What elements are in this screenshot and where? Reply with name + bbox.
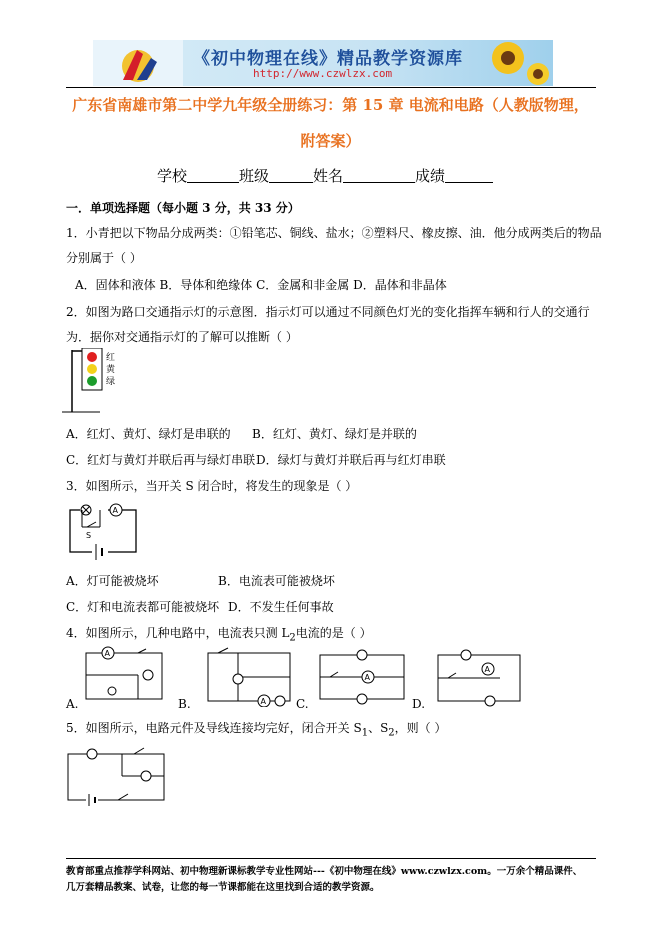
q5-circuit-figure <box>62 740 172 806</box>
q4-label-b: B. <box>178 697 191 711</box>
label-green: 绿 <box>106 377 116 387</box>
svg-text:A: A <box>260 697 266 706</box>
q3-option-d: D．不发生任何事故 <box>228 600 334 614</box>
q1-stem-line2: 分别属于（ ） <box>66 251 142 265</box>
footer-rule <box>66 858 596 859</box>
lamp-l2-icon <box>141 771 151 781</box>
q4-circuit-d <box>430 645 530 709</box>
footer-line1: 教育部重点推荐学科网站、初中物理新课标教学专业性网站---《初中物理在线》www.czwlzx.com。一万余个精品课件、 <box>66 866 583 877</box>
lamp-l1-icon <box>233 674 243 684</box>
name-blank[interactable] <box>343 168 415 183</box>
section-heading: 一．单项选择题（每小题 3 分，共 33 分） <box>66 201 300 215</box>
score-blank[interactable] <box>445 168 493 183</box>
q1-stem-line1: 1．小青把以下物品分成两类：①铅笔芯、铜线、盐水；②塑料尺、橡皮擦、油．他分成两类后的物品 <box>66 226 602 240</box>
switch-icon <box>448 673 456 678</box>
switch-icon <box>218 648 228 653</box>
q4-stem-tail: 电流的是（ ） <box>295 626 372 640</box>
lamp-l1-icon <box>87 749 97 759</box>
q5-subscript-2: 2 <box>388 727 395 739</box>
header-banner <box>93 40 553 86</box>
circuit-loop <box>70 510 136 552</box>
switch-icon <box>330 672 338 677</box>
traffic-light-figure <box>60 348 130 416</box>
student-info-fields <box>157 165 493 186</box>
q2-option-c: C．红灯与黄灯并联后再与绿灯串联 <box>66 453 256 467</box>
lamp-l2-icon <box>275 696 285 706</box>
q2-option-d: D．绿灯与黄灯并联后再与红灯串联 <box>256 453 446 467</box>
q3-option-b: B．电流表可能被烧坏 <box>218 574 335 588</box>
document-title-line2: 附答案） <box>300 132 361 150</box>
banner-url[interactable]: http://www.czwlzx.com <box>253 67 393 80</box>
q4-circuit-c <box>312 645 412 707</box>
lamp-l1-icon <box>357 650 367 660</box>
document-title-line1: 广东省南雄市第二中学九年级全册练习：第 15 章 电流和电路（人教版物理， <box>72 96 589 114</box>
q4-circuit-a <box>78 645 170 707</box>
lamp-l1-icon <box>461 650 471 660</box>
class-blank[interactable] <box>269 168 313 183</box>
footer-line2: 几万套精品教案、试卷，让您的每一节课都能在这里找到合适的教学资源。 <box>66 882 380 893</box>
svg-text:A: A <box>364 673 370 682</box>
q5-stem-tail: ，则（ ） <box>394 721 447 735</box>
q3-option-a: A．灯可能被烧坏 <box>66 574 159 588</box>
switch-s2-icon <box>134 748 144 754</box>
q2-stem-line1: 2．如图为路口交通指示灯的示意图．指示灯可以通过不同颜色灯光的变化指挥车辆和行人的交通行 <box>66 305 590 319</box>
name-label: 姓名 <box>313 167 344 185</box>
score-label: 成绩 <box>415 167 446 185</box>
q1-options: A．固体和液体 B．导体和绝缘体 C．金属和非金属 D．晶体和非晶体 <box>75 278 447 292</box>
switch-s1-icon <box>118 794 128 800</box>
switch-icon <box>138 649 146 653</box>
q2-option-a: A．红灯、黄灯、绿灯是串联的 <box>66 427 231 441</box>
class-label: 班级 <box>239 167 270 185</box>
label-red: 红 <box>106 353 116 363</box>
svg-text:A: A <box>104 649 110 658</box>
switch-label: S <box>86 531 92 540</box>
green-light-icon <box>87 376 97 386</box>
banner-title: 《初中物理在线》精品教学资源库 <box>193 49 463 69</box>
q4-label-a: A. <box>66 697 79 711</box>
school-label: 学校 <box>157 167 188 185</box>
q3-option-c: C．灯和电流表都可能被烧坏 <box>66 600 220 614</box>
q5-stem <box>66 719 447 738</box>
q4-label-d: D. <box>412 697 426 711</box>
q3-stem: 3．如图所示，当开关 S 闭合时，将发生的现象是（ ） <box>66 479 358 493</box>
yellow-light-icon <box>87 364 97 374</box>
q5-stem-mid: 、S <box>368 721 389 735</box>
sunflower-small-center-icon <box>533 69 543 79</box>
q5-subscript-1: 1 <box>361 727 369 739</box>
q2-stem-line2: 为．据你对交通指示灯的了解可以推断（ ） <box>66 330 298 344</box>
label-yellow: 黄 <box>106 365 116 375</box>
q4-stem-text: 4．如图所示，几种电路中，电流表只测 L <box>66 626 290 640</box>
lamp-l2-icon <box>357 694 367 704</box>
q4-circuit-b <box>198 645 298 707</box>
school-blank[interactable] <box>187 168 239 183</box>
lamp-l1-icon <box>108 687 116 695</box>
switch-icon <box>87 522 96 527</box>
q3-circuit-figure <box>62 500 146 564</box>
sunflower-center-icon <box>501 51 515 65</box>
lamp-l2-icon <box>143 670 153 680</box>
q5-stem-text: 5．如图所示，电路元件及导线连接均完好，闭合开关 S <box>66 721 362 735</box>
svg-text:A: A <box>484 665 490 674</box>
q4-stem <box>66 624 372 643</box>
q2-option-b: B．红灯、黄灯、绿灯是并联的 <box>252 427 417 441</box>
q4-label-c: C. <box>296 697 309 711</box>
header-rule <box>66 87 596 88</box>
red-light-icon <box>87 352 97 362</box>
lamp-l2-icon <box>485 696 495 706</box>
q4-subscript: 2 <box>289 632 296 644</box>
svg-text:A: A <box>112 506 118 515</box>
